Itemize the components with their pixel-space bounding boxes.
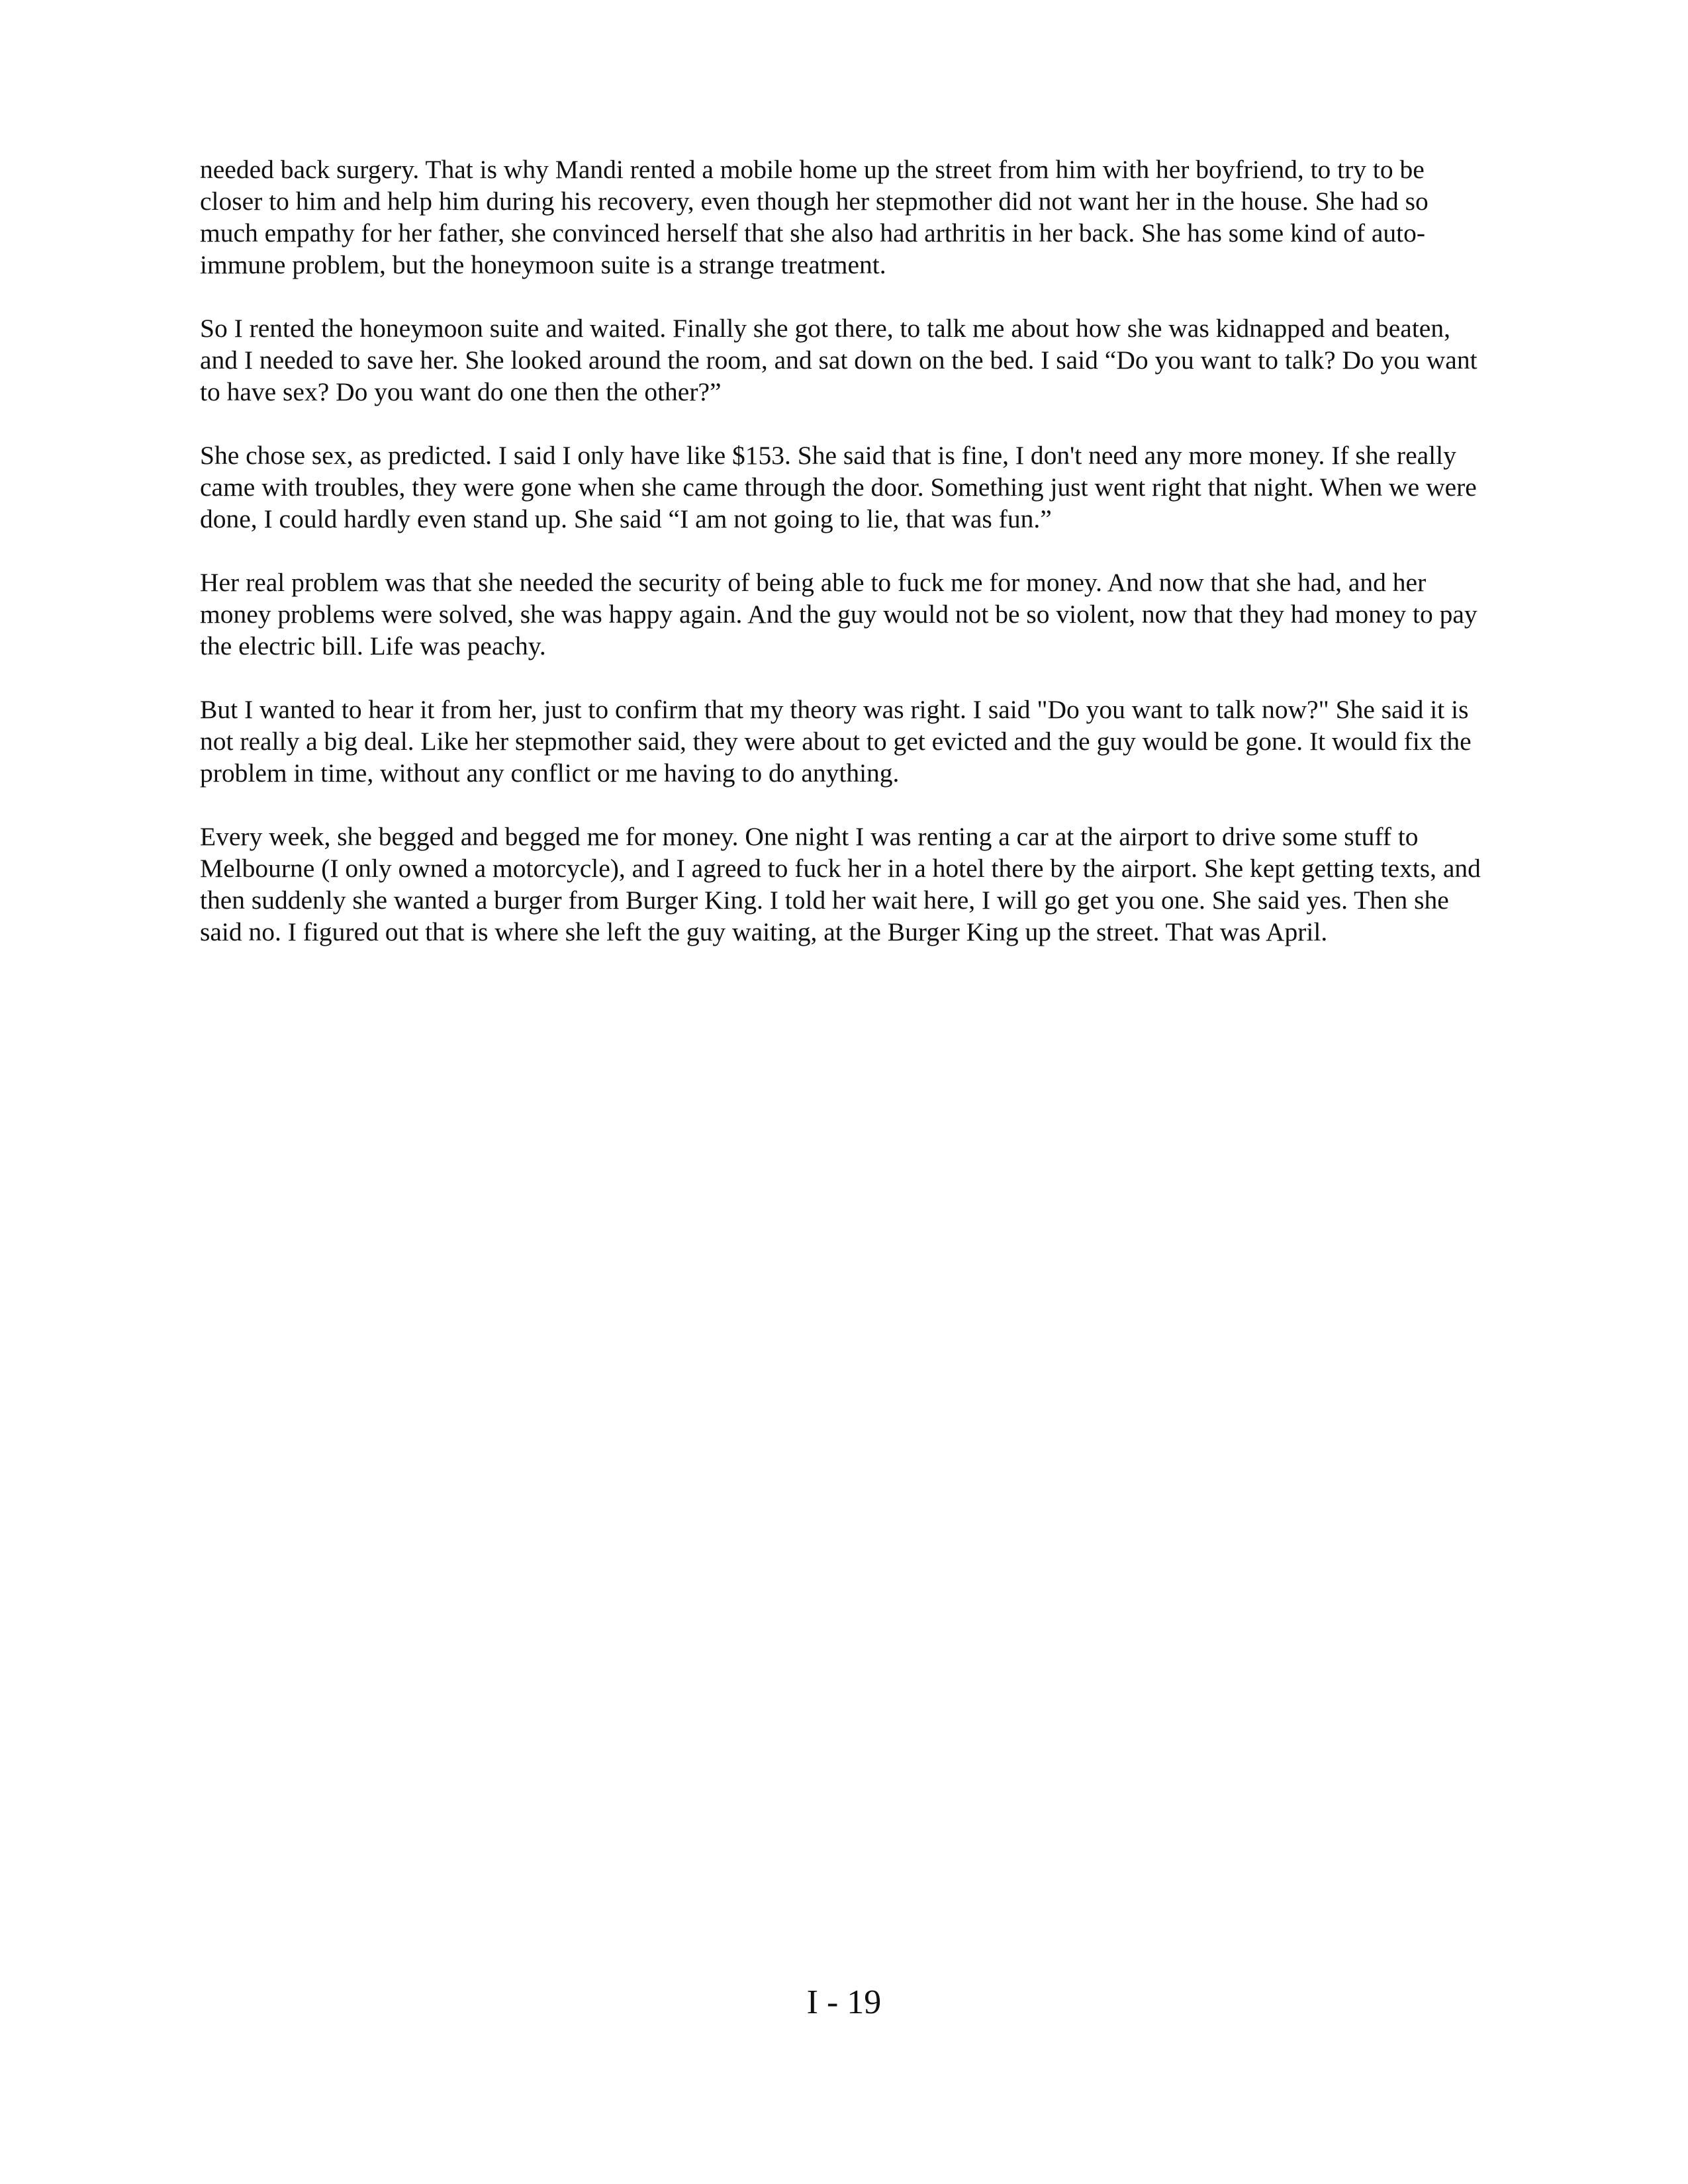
- paragraph-3: She chose sex, as predicted. I said I only have like $153. She said that is fine, I don't need any more money. If she really came with troubles, they were gone when she came through the door. Something just went right that night. When we were done, I could hardly even stand up. She said “I am not going to lie, that was fun.”: [200, 441, 1477, 533]
- paragraph-2: So I rented the honeymoon suite and waited. Finally she got there, to talk me about how she was kidnapped and beaten, and I needed to save her. She looked around the room, and sat down on the bed. I said “Do you want to talk? Do you want to have sex? Do you want do one then the other?”: [200, 314, 1477, 406]
- paragraph-1: needed back surgery. That is why Mandi rented a mobile home up the street from him with her boyfriend, to try to be closer to him and help him during his recovery, even though her stepmother did not want her in the house. She had so much empathy for her father, she convinced herself that she also had arthritis in her back. She has some kind of auto-immune problem, but the honeymoon suite is a strange treatment.: [200, 155, 1429, 279]
- paragraph-4: Her real problem was that she needed the security of being able to fuck me for money. And now that she had, and her money problems were solved, she was happy again. And the guy would not be so violent, now that they had money to pay the electric bill. Life was peachy.: [200, 568, 1477, 660]
- page-number: I - 19: [806, 1983, 882, 2021]
- paragraph-5: But I wanted to hear it from her, just to confirm that my theory was right. I said "Do you want to talk now?" She said it is not really a big deal. Like her stepmother said, they were about to get evicted and the guy would be gone. It would fix the problem in time, without any conflict or me having to do anything.: [200, 695, 1472, 788]
- paragraph-6: Every week, she begged and begged me for money. One night I was renting a car at the airport to drive some stuff to Melbourne (I only owned a motorcycle), and I agreed to fuck her in a hotel there by the airport. She kept getting texts, and then suddenly she wanted a burger from Burger King. I told her wait here, I will go get you one. She said yes. Then she said no. I figured out that is where she left the guy waiting, at the Burger King up the street. That was April.: [200, 822, 1481, 946]
- body-text: [200, 154, 1487, 948]
